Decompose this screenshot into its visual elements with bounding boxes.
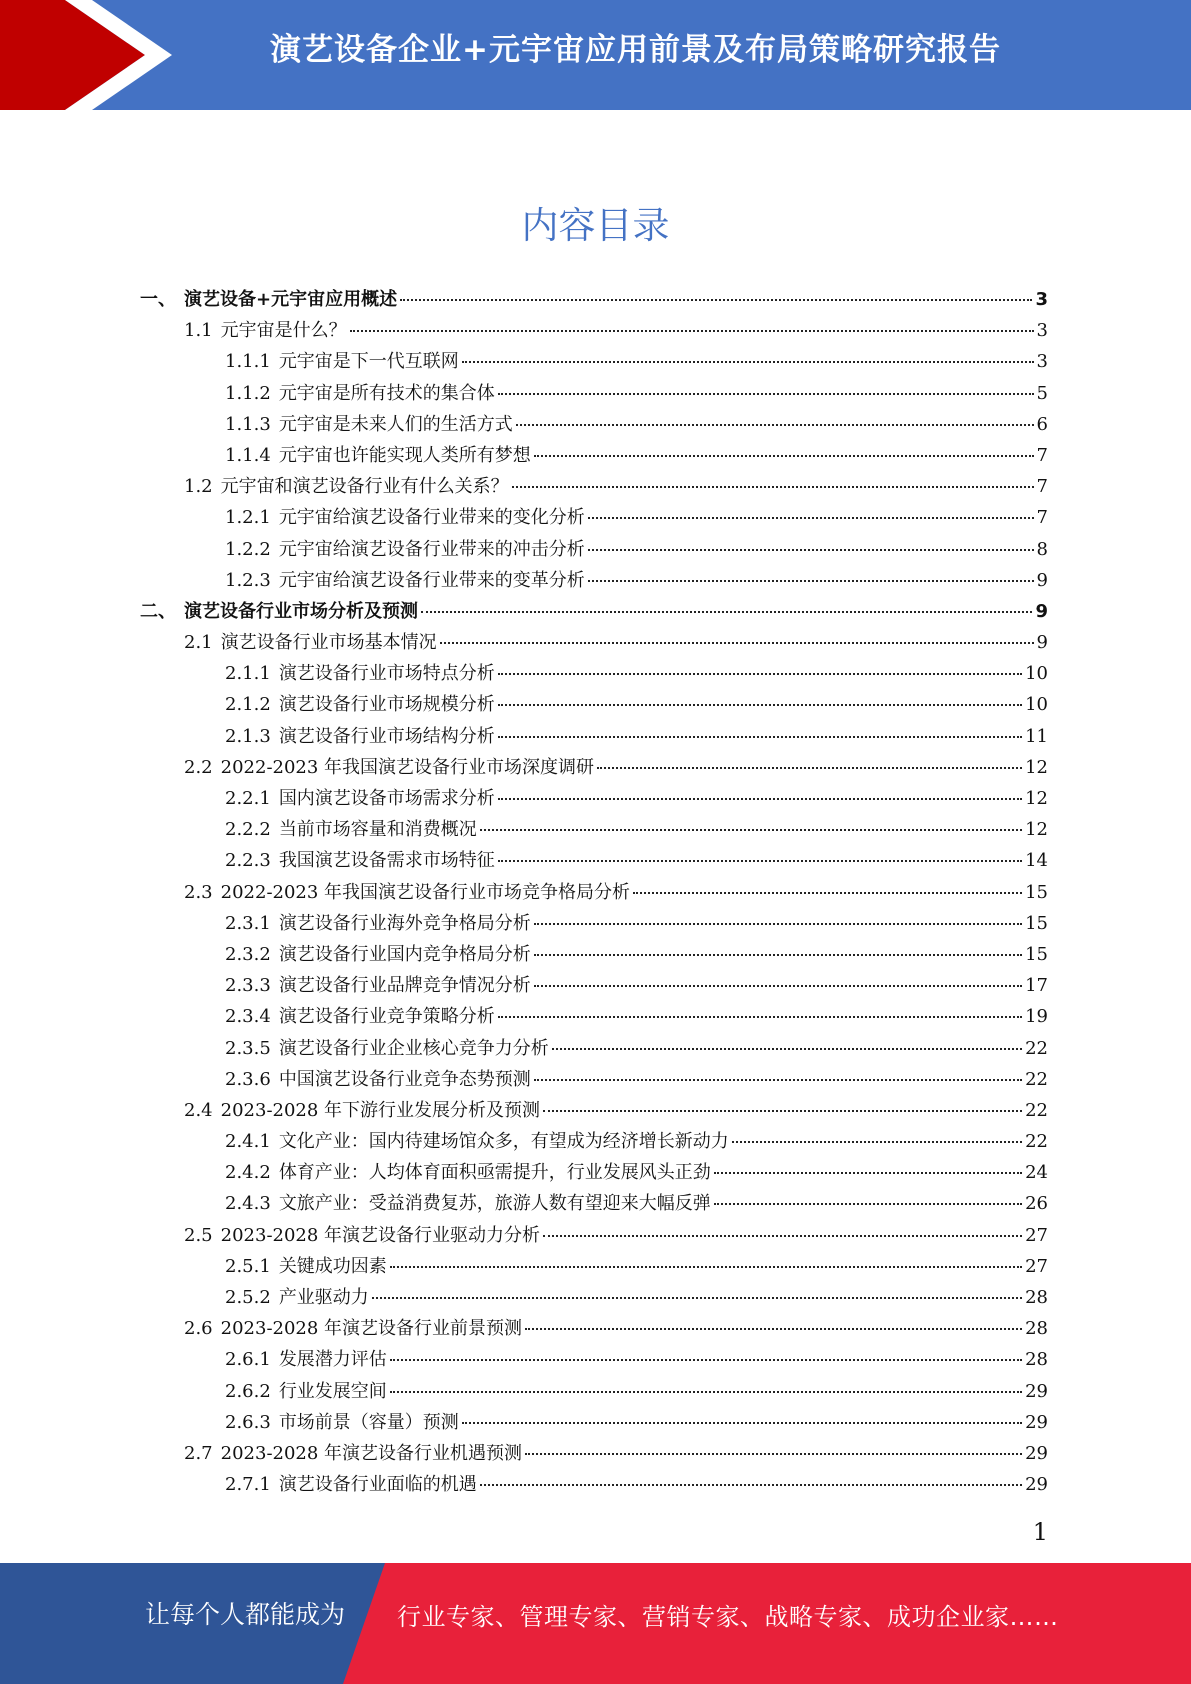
toc-dot-leader [525,1328,1022,1330]
toc-entry-title: 中国演艺设备行业竞争态势预测 [278,1068,531,1090]
toc-entry[interactable] [140,971,1048,1002]
toc-entry-title: 文化产业：国内待建场馆众多，有望成为经济增长新动力 [278,1131,729,1153]
toc-entry[interactable] [140,722,1048,753]
table-of-contents [140,285,1048,1501]
toc-entry[interactable] [140,753,1048,784]
toc-dot-leader [498,673,1022,675]
toc-entry[interactable] [140,1345,1048,1376]
toc-entry[interactable] [140,1034,1048,1065]
toc-entry-number: 2.4.1 [225,1131,271,1153]
toc-entry-number: 2.2.1 [225,788,271,809]
report-title: 演艺设备企业+元宇宙应用前景及布局策略研究报告 [270,32,1001,68]
toc-entry-number: 2.3.6 [225,1068,271,1090]
toc-entry-title: 演艺设备行业市场基本情况 [220,632,437,654]
toc-entry-page: 12 [1025,788,1048,809]
toc-entry-page: 6 [1036,413,1048,435]
toc-entry[interactable] [140,1408,1048,1439]
toc-entry-number: 2.1 [184,632,213,654]
toc-entry-number: 2.3.3 [225,975,271,997]
toc-entry-page: 15 [1025,943,1048,965]
toc-entry-number: 2.2 [184,756,213,778]
toc-entry[interactable] [140,1065,1048,1096]
toc-entry-number: 二、 [140,600,176,622]
toc-entry-title: 演艺设备行业市场结构分析 [278,725,495,747]
footer-slogan-left: 让每个人都能成为 [145,1600,346,1629]
toc-entry[interactable] [140,1221,1048,1252]
toc-entry-page: 29 [1025,1474,1048,1496]
toc-entry-page: 28 [1025,1318,1048,1340]
toc-entry-page: 7 [1036,507,1048,529]
toc-entry-page: 27 [1025,1224,1048,1246]
toc-entry-number: 2.6.3 [225,1411,271,1433]
toc-entry-title: 元宇宙是什么？ [220,320,347,342]
toc-entry[interactable] [140,1189,1048,1220]
toc-entry-page: 22 [1025,1099,1048,1121]
toc-dot-leader [588,517,1034,519]
toc-entry-number: 1.1.2 [225,382,271,404]
toc-dot-leader [516,424,1034,426]
toc-dot-leader [498,1016,1022,1018]
toc-entry-number: 2.5.1 [225,1255,271,1277]
toc-entry-title: 元宇宙是所有技术的集合体 [278,382,495,404]
toc-entry-title: 元宇宙是下一代互联网 [278,351,459,373]
toc-entry[interactable] [140,1439,1048,1470]
toc-entry[interactable] [140,846,1048,877]
toc-entry[interactable] [140,1470,1048,1501]
toc-entry-number: 2.5.2 [225,1287,271,1308]
toc-entry-title: 关键成功因素 [278,1255,387,1277]
toc-dot-leader [534,455,1034,457]
toc-dot-leader [534,1079,1022,1081]
toc-entry[interactable] [140,815,1048,846]
toc-entry-page: 12 [1025,819,1048,841]
toc-entry-title: 我国演艺设备需求市场特征 [278,850,495,872]
toc-dot-leader [714,1203,1022,1205]
toc-dot-leader [372,1297,1022,1299]
toc-entry-title: 演艺设备行业竞争策略分析 [278,1006,495,1028]
toc-entry-number: 2.5 [184,1224,213,1246]
toc-entry-page: 9 [1036,569,1048,591]
toc-entry-title: 演艺设备行业国内竞争格局分析 [278,943,531,965]
toc-dot-leader [498,860,1022,862]
toc-dot-leader [440,642,1034,644]
toc-entry-title: 演艺设备行业企业核心竞争力分析 [278,1037,549,1059]
toc-entry[interactable] [140,1158,1048,1189]
toc-entry-title: 2023-2028 年演艺设备行业机遇预测 [220,1442,523,1464]
toc-entry[interactable] [140,659,1048,690]
toc-dot-leader [534,923,1022,925]
toc-entry-title: 演艺设备+元宇宙应用概述 [184,289,398,310]
toc-entry[interactable] [140,1127,1048,1158]
toc-dot-leader [534,954,1022,956]
toc-entry-title: 2023-2028 年下游行业发展分析及预测 [220,1099,541,1121]
toc-entry[interactable] [140,597,1048,628]
toc-entry-title: 发展潜力评估 [278,1349,387,1371]
toc-dot-leader [462,361,1034,363]
toc-dot-leader [588,549,1034,551]
toc-entry-number: 1.1 [184,320,213,342]
toc-dot-leader [588,580,1034,582]
toc-entry-number: 2.3 [184,881,213,903]
toc-dot-leader [597,767,1022,769]
toc-entry-number: 2.3.1 [225,912,271,934]
toc-entry[interactable] [140,503,1048,534]
toc-entry-page: 3 [1036,320,1048,342]
toc-entry-page: 3 [1036,351,1048,373]
toc-dot-leader [498,798,1022,800]
toc-entry-page: 27 [1025,1255,1048,1277]
toc-entry-number: 1.1.1 [225,351,271,373]
toc-entry-page: 12 [1025,756,1048,778]
toc-entry-title: 国内演艺设备市场需求分析 [278,788,495,809]
toc-entry-number: 2.3.4 [225,1006,271,1028]
toc-entry-page: 15 [1025,912,1048,934]
toc-entry-page: 28 [1025,1287,1048,1308]
toc-entry[interactable] [140,690,1048,721]
toc-entry-page: 17 [1025,975,1048,997]
toc-entry-page: 15 [1025,881,1048,903]
toc-entry[interactable] [140,628,1048,659]
toc-entry-page: 29 [1025,1442,1048,1464]
toc-dot-leader [462,1422,1022,1424]
toc-entry-title: 2023-2028 年演艺设备行业驱动力分析 [220,1224,541,1246]
toc-entry-title: 演艺设备行业品牌竞争情况分析 [278,975,531,997]
toc-dot-leader [498,704,1022,706]
toc-entry-title: 演艺设备行业市场分析及预测 [184,600,418,622]
toc-entry[interactable] [140,784,1048,815]
toc-entry[interactable] [140,1377,1048,1408]
toc-entry[interactable] [140,535,1048,566]
toc-entry-title: 当前市场容量和消费概况 [278,819,477,841]
toc-entry-title: 演艺设备行业面临的机遇 [278,1474,477,1496]
toc-entry-page: 8 [1036,538,1048,560]
toc-entry-page: 7 [1036,476,1048,498]
header-banner [0,0,1191,110]
toc-entry-number: 一、 [140,289,176,310]
toc-dot-leader [543,1110,1022,1112]
toc-entry-title: 演艺设备行业市场规模分析 [278,694,495,716]
toc-entry[interactable] [140,909,1048,940]
toc-entry-title: 元宇宙给演艺设备行业带来的冲击分析 [278,538,585,560]
toc-dot-leader [480,1484,1022,1486]
toc-heading: 内容目录 [521,204,670,247]
toc-dot-leader [498,393,1034,395]
toc-entry-page: 10 [1025,663,1048,685]
toc-entry[interactable] [140,1283,1048,1314]
toc-entry-title: 元宇宙也许能实现人类所有梦想 [278,444,531,466]
toc-entry-number: 2.2.2 [225,819,271,841]
toc-dot-leader [512,486,1034,488]
toc-entry[interactable] [140,1252,1048,1283]
toc-entry-page: 7 [1036,444,1048,466]
toc-entry-number: 1.1.4 [225,444,271,466]
toc-dot-leader [534,985,1022,987]
toc-entry-page: 22 [1025,1068,1048,1090]
toc-dot-leader [400,299,1032,301]
toc-entry-title: 文旅产业：受益消费复苏，旅游人数有望迎来大幅反弹 [278,1193,711,1215]
toc-entry[interactable] [140,1002,1048,1033]
toc-entry[interactable] [140,285,1048,316]
toc-entry-number: 1.1.3 [225,413,271,435]
toc-entry-page: 29 [1025,1380,1048,1402]
toc-entry-number: 2.1.2 [225,694,271,716]
footer-slogan-right: 行业专家、管理专家、营销专家、战略专家、成功企业家…… [397,1603,1059,1631]
toc-entry-page: 3 [1035,289,1048,310]
toc-entry-number: 2.7.1 [225,1474,271,1496]
toc-entry-number: 1.2 [184,476,213,498]
toc-dot-leader [498,736,1022,738]
toc-entry-title: 元宇宙和演艺设备行业有什么关系？ [220,476,509,498]
toc-dot-leader [633,892,1022,894]
toc-entry-number: 2.1.3 [225,725,271,747]
toc-entry[interactable] [140,878,1048,909]
toc-entry-number: 2.4.3 [225,1193,271,1215]
toc-entry[interactable] [140,316,1048,347]
toc-entry-title: 元宇宙是未来人们的生活方式 [278,413,513,435]
toc-entry-title: 元宇宙给演艺设备行业带来的变化分析 [278,507,585,529]
toc-entry[interactable] [140,1096,1048,1127]
toc-entry-title: 体育产业：人均体育面积亟需提升，行业发展风头正劲 [278,1162,711,1184]
toc-entry-number: 2.6.2 [225,1380,271,1402]
toc-entry-number: 2.2.3 [225,850,271,872]
toc-entry-title: 市场前景（容量）预测 [278,1411,459,1433]
toc-entry-page: 22 [1025,1131,1048,1153]
toc-entry-number: 1.2.3 [225,569,271,591]
toc-entry-page: 9 [1035,600,1048,622]
toc-dot-leader [552,1048,1022,1050]
toc-entry-number: 1.2.1 [225,507,271,529]
toc-dot-leader [732,1141,1022,1143]
toc-entry[interactable] [140,472,1048,503]
toc-dot-leader [480,829,1022,831]
toc-entry-number: 2.3.2 [225,943,271,965]
toc-entry-page: 11 [1025,725,1048,747]
toc-entry-number: 2.4 [184,1099,213,1121]
toc-dot-leader [350,330,1034,332]
toc-entry[interactable] [140,1314,1048,1345]
toc-dot-leader [714,1172,1022,1174]
toc-entry-title: 2023-2028 年演艺设备行业前景预测 [220,1318,523,1340]
toc-entry-title: 2022-2023 年我国演艺设备行业市场竞争格局分析 [220,881,631,903]
toc-entry-title: 2022-2023 年我国演艺设备行业市场深度调研 [220,756,595,778]
toc-entry-title: 元宇宙给演艺设备行业带来的变革分析 [278,569,585,591]
toc-dot-leader [390,1266,1022,1268]
toc-entry-page: 24 [1025,1162,1048,1184]
toc-entry[interactable] [140,410,1048,441]
toc-entry-number: 2.4.2 [225,1162,271,1184]
toc-entry-page: 9 [1036,632,1048,654]
toc-entry-number: 2.6.1 [225,1349,271,1371]
toc-dot-leader [390,1391,1022,1393]
toc-entry-page: 28 [1025,1349,1048,1371]
toc-entry[interactable] [140,940,1048,971]
toc-entry[interactable] [140,566,1048,597]
toc-entry-page: 10 [1025,694,1048,716]
toc-dot-leader [525,1453,1022,1455]
toc-entry-title: 演艺设备行业市场特点分析 [278,663,495,685]
toc-entry-page: 22 [1025,1037,1048,1059]
toc-entry-title: 行业发展空间 [278,1380,387,1402]
toc-entry[interactable] [140,379,1048,410]
toc-entry-number: 2.1.1 [225,663,271,685]
toc-dot-leader [390,1359,1022,1361]
page-number: 1 [1032,1518,1048,1546]
toc-entry-number: 2.6 [184,1318,213,1340]
toc-entry-number: 2.3.5 [225,1037,271,1059]
toc-dot-leader [421,611,1032,613]
toc-entry-page: 26 [1025,1193,1048,1215]
toc-entry-page: 19 [1025,1006,1048,1028]
toc-entry[interactable] [140,441,1048,472]
toc-dot-leader [543,1235,1022,1237]
toc-entry-page: 14 [1025,850,1048,872]
toc-entry-title: 产业驱动力 [278,1287,369,1308]
toc-entry-number: 1.2.2 [225,538,271,560]
toc-entry[interactable] [140,347,1048,378]
toc-entry-number: 2.7 [184,1442,213,1464]
toc-entry-page: 5 [1036,382,1048,404]
toc-entry-title: 演艺设备行业海外竞争格局分析 [278,912,531,934]
toc-entry-page: 29 [1025,1411,1048,1433]
